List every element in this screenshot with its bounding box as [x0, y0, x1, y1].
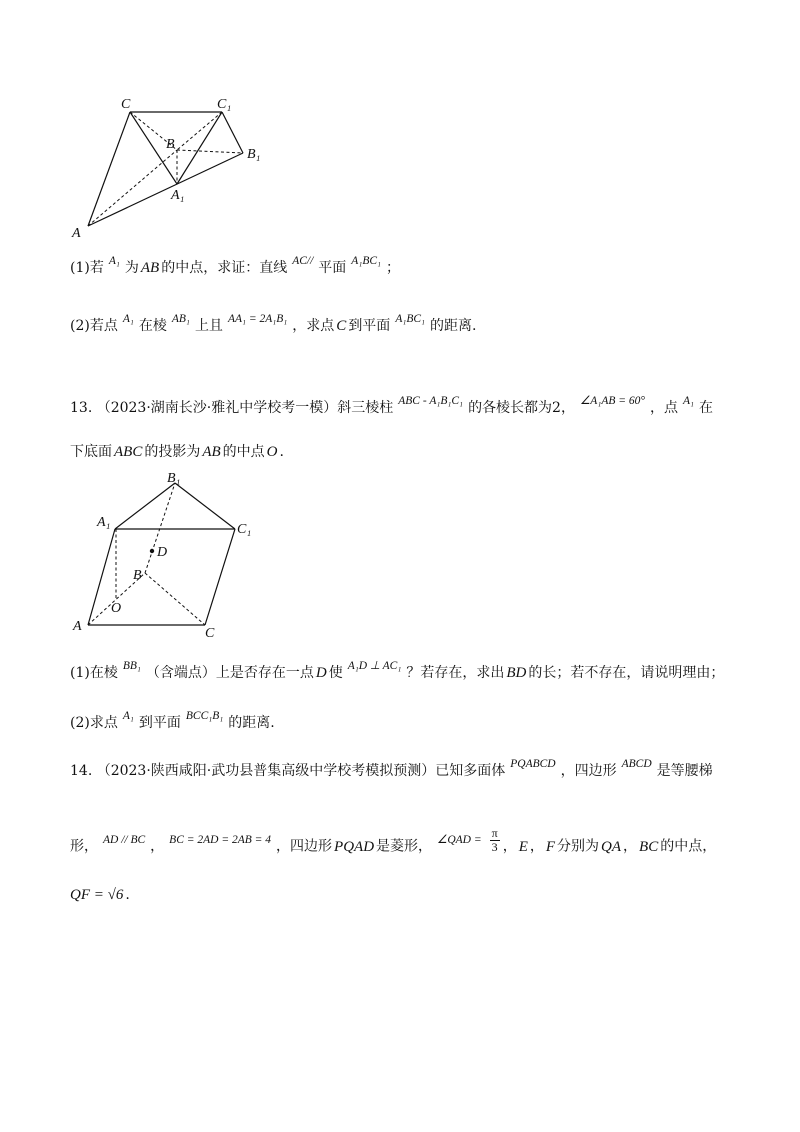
math: A₁ [108, 255, 120, 267]
math-inline: PQAD [334, 838, 375, 855]
edge-c1-c [205, 529, 235, 625]
label-a: A [73, 619, 82, 634]
text: ； [386, 260, 401, 276]
text: ， [529, 838, 544, 855]
text: ，求点 [292, 318, 335, 334]
label-a1: A₁ [171, 188, 185, 203]
text: 的各棱长都为2， [468, 400, 575, 416]
figure-prism-2 [0, 460, 300, 650]
math-inline: QF = √6 [70, 887, 124, 903]
math: A₁D ⊥ AC₁ [347, 660, 402, 672]
math-inline: AB [202, 444, 221, 460]
text: 下底面 [70, 444, 112, 460]
text: (1)若 [70, 260, 104, 276]
edge-b1-c1 [175, 483, 235, 529]
math: BC = 2AD = 2AB = 4 [169, 833, 272, 846]
text: 14. （2023·陕西咸阳·武功县普集高级中学校考模拟预测）已知多面体 [70, 763, 506, 779]
math-inline: C [336, 318, 347, 334]
label-b1: B₁ [247, 147, 261, 162]
math: A₁BC₁ [395, 313, 426, 325]
math-inline: AB [140, 260, 160, 276]
label-o: O [111, 601, 122, 616]
math-inline: BC [639, 838, 659, 855]
math-inline: O [266, 444, 278, 460]
text: 到平面 [348, 318, 391, 334]
fraction-denominator: 3 [491, 840, 498, 854]
text: 的中点，求证：直线 [161, 260, 288, 276]
text: 是菱形， [376, 838, 433, 855]
q13-stem-continued [70, 442, 284, 462]
label-a1: A₁ [97, 515, 111, 530]
text: 13. （2023·湖南长沙·雅礼中学校考一模）斜三棱柱 [70, 400, 394, 416]
label-d: D [157, 545, 168, 560]
text: 形， [70, 838, 98, 855]
math: ∠A₁AB = 60° [579, 395, 645, 407]
text: ，四边形 [560, 763, 617, 779]
math: A₁ [682, 395, 695, 407]
math: AC// [292, 255, 314, 267]
label-c1: C₁ [217, 97, 232, 112]
math: ∠QAD = [437, 833, 482, 846]
q12-part2 [70, 313, 477, 337]
math: BCC₁B₁ [185, 710, 224, 722]
text: 为 [124, 260, 139, 276]
edge-a-b [88, 150, 177, 226]
point-d [150, 549, 154, 553]
edge-b-c [145, 573, 205, 625]
q14-stem [70, 758, 713, 782]
text: 平面 [318, 260, 347, 276]
text: 的投影为 [144, 444, 201, 460]
text: (2)若点 [70, 318, 118, 334]
text: (1)在棱 [70, 665, 118, 681]
q13-part2 [70, 710, 275, 734]
text: 的中点 [222, 444, 265, 460]
math: A₁ [122, 313, 134, 325]
text: （含端点）上是否存在一点 [145, 665, 314, 681]
figure-prism-1 [0, 0, 300, 260]
text: . [279, 444, 284, 460]
label-a: A [72, 226, 81, 241]
math: PQABCD [510, 758, 556, 770]
text: 在 [699, 400, 714, 416]
text: 到平面 [138, 715, 181, 731]
edge-c1-b1 [222, 112, 243, 153]
math-inline: BD [506, 665, 527, 681]
text: ， [623, 838, 638, 855]
edge-c1-b [177, 112, 222, 150]
q13-part1 [70, 660, 725, 684]
text: ？若存在，求出 [406, 665, 505, 681]
math: BB₁ [122, 660, 141, 672]
math: AB₁ [171, 313, 190, 325]
fraction-pi-over-3 [490, 827, 500, 854]
text: ，四边形 [276, 838, 333, 855]
math: A₁BC₁ [351, 255, 382, 267]
math: AD // BC [103, 833, 146, 846]
math: A₁ [122, 710, 134, 722]
label-c: C [121, 97, 131, 112]
text: 的距离. [430, 318, 477, 334]
text: 在棱 [138, 318, 167, 334]
edge-a1-b1 [115, 483, 175, 529]
label-c1: C₁ [237, 522, 252, 537]
math-inline: E [518, 838, 528, 855]
text: 的距离. [228, 715, 275, 731]
label-c: C [205, 626, 215, 641]
q13-stem [70, 395, 714, 419]
math: AA₁ = 2A₁B₁ [227, 313, 288, 325]
text: 分别为 [557, 838, 600, 855]
text: ， [150, 838, 165, 855]
text: (2)求点 [70, 715, 118, 731]
math: ABC - A₁B₁C₁ [398, 395, 464, 407]
label-b1: B₁ [167, 471, 181, 486]
edge-b-b1 [177, 150, 243, 153]
q14-stem-continued [70, 826, 717, 860]
label-b: B [166, 137, 175, 152]
text: 上且 [194, 318, 223, 334]
fraction-numerator: π [491, 826, 498, 840]
text: 的长；若不存在，请说明理由； [528, 665, 725, 681]
math-inline: QA [601, 838, 622, 855]
text: 的中点， [660, 838, 717, 855]
math: ABCD [621, 758, 652, 770]
text: ， [502, 838, 517, 855]
math-inline: F [545, 838, 556, 855]
text: . [125, 887, 130, 903]
text: ，点 [649, 400, 678, 416]
q12-part1 [70, 255, 401, 279]
math-inline: ABC [114, 444, 143, 460]
text: 使 [328, 665, 343, 681]
q14-stem-end [70, 885, 130, 905]
text: 是等腰梯 [656, 763, 713, 779]
label-b: B [133, 568, 142, 583]
math-inline: D [315, 665, 327, 681]
